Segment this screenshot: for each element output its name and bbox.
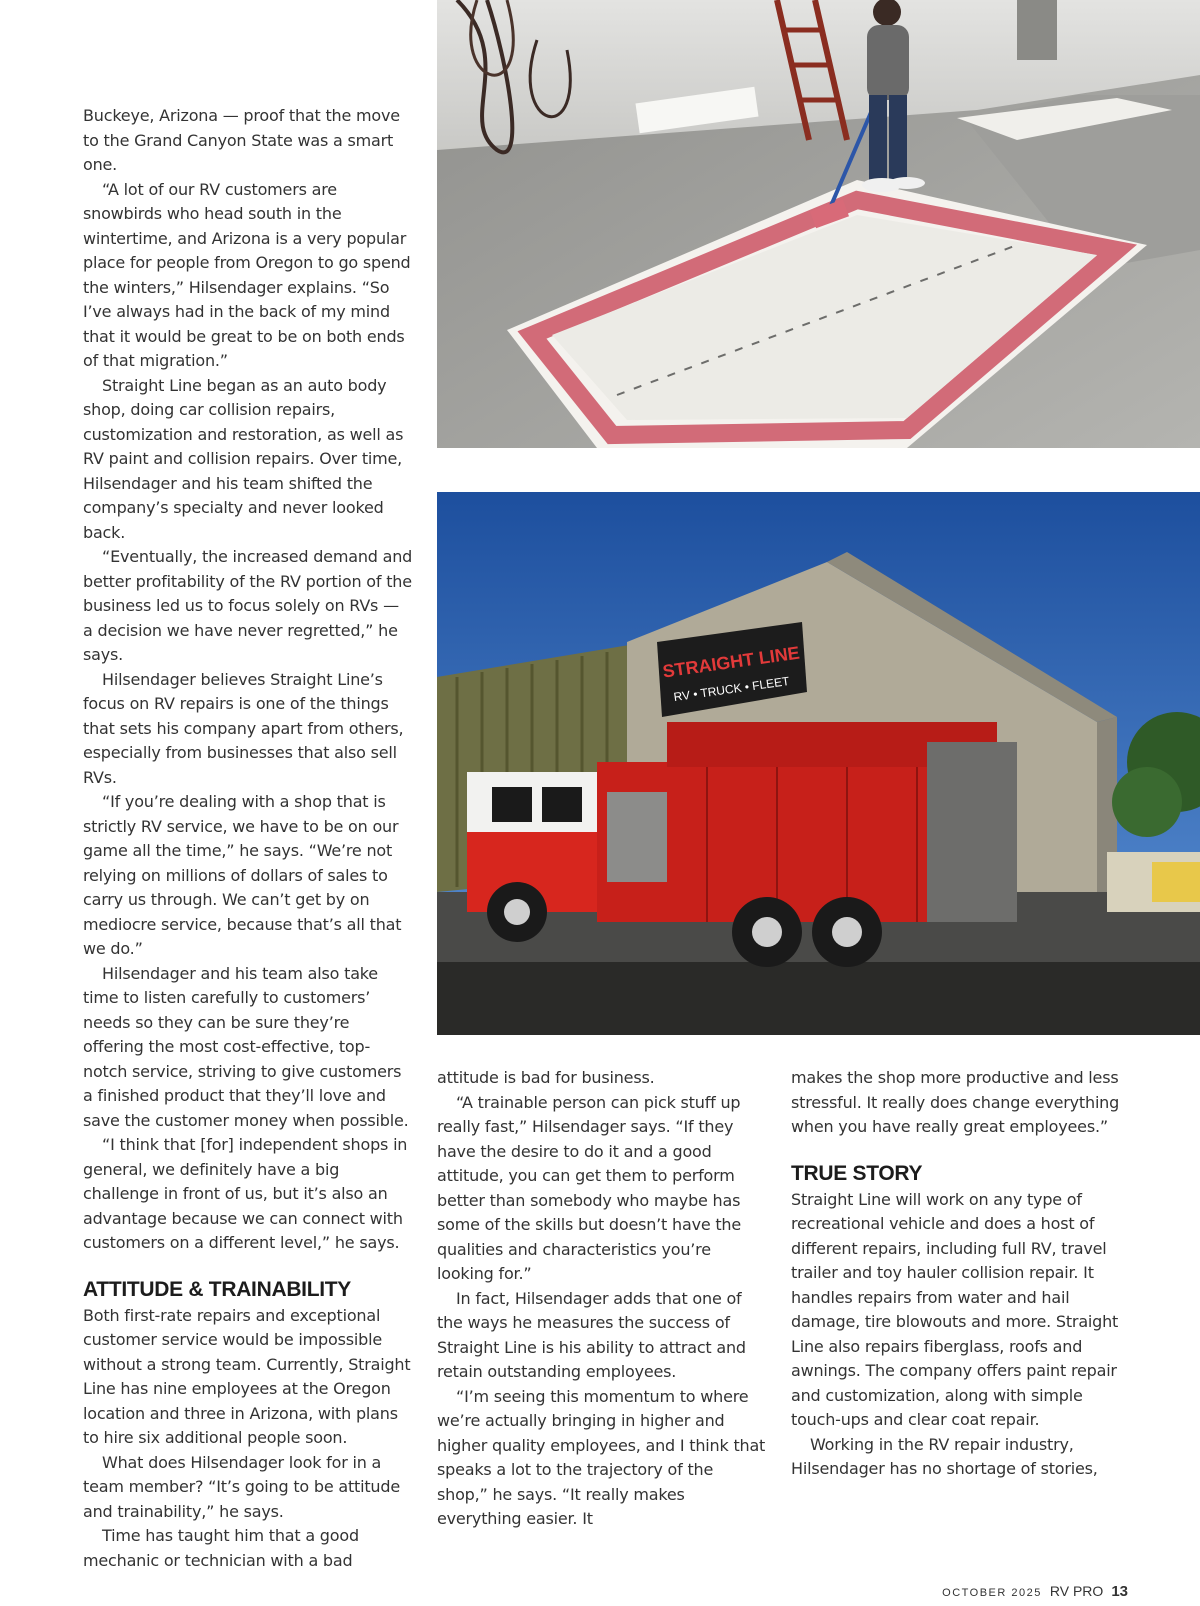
paragraph: What does Hilsendager look for in a team member? “It’s going to be attitude and trainability,” he says.: [83, 1452, 400, 1521]
section-heading: TRUE STORY: [791, 1161, 923, 1185]
photo-fire-truck-image: [437, 492, 1200, 1035]
paragraph: In fact, Hilsendager adds that one of the ways he measures the success of Straight Line is his ability to attract and retain outstanding employees.: [437, 1288, 746, 1381]
paragraph: Straight Line began as an auto body shop, doing car collision repairs, customization and restoration, as well as RV paint and collision repairs. Over time, Hilsendager and his team shifted the company’s specialty and never looked back.: [83, 375, 404, 542]
paragraph: “I’m seeing this momentum to where we’re actually bringing in higher and higher quality employees, and I think that speaks a lot to the trajectory of the shop,” he says. “It really makes everything easier. It: [437, 1386, 766, 1528]
magazine-name: RV PRO: [1049, 1583, 1104, 1599]
page-number: 13: [1111, 1583, 1128, 1600]
paragraph: Hilsendager believes Straight Line’s focus on RV repairs is one of the things that sets his company apart from others, especially from businesses that also sell RVs.: [83, 669, 404, 787]
photo-fire-truck: [437, 492, 1200, 1035]
paragraph: attitude is bad for business.: [437, 1068, 655, 1087]
paragraph: Buckeye, Arizona — proof that the move to the Grand Canyon State was a smart one.: [83, 106, 400, 174]
page-footer: [942, 1583, 1128, 1600]
photo-floor-coating: [437, 0, 1200, 448]
article-column-3: [791, 1066, 1121, 1482]
article-column-1: [83, 104, 413, 1573]
paragraph: Both first-rate repairs and exceptional customer service would be impossible without a strong team. Currently, Straight Line has nine employees at the Oregon location and three in Arizona, with plans to hire six additional people soon.: [83, 1305, 411, 1447]
paragraph: Time has taught him that a good mechanic or technician with a bad: [83, 1526, 359, 1570]
article-column-2: [437, 1066, 767, 1532]
paragraph: makes the shop more productive and less stressful. It really does change everything when you have really great employees.”: [791, 1068, 1120, 1136]
issue-date: OCTOBER 2025: [942, 1587, 1042, 1599]
photo-floor-coating-image: [437, 0, 1200, 448]
sign-tagline: RV • TRUCK • FLEET: [672, 673, 791, 705]
paragraph: “I think that [for] independent shops in general, we definitely have a big challenge in front of us, but it’s also an advantage because we can connect with customers on a different level,” he says.: [83, 1135, 408, 1252]
sign-name: STRAIGHT LINE: [661, 642, 801, 682]
paragraph: Straight Line will work on any type of recreational vehicle and does a host of different repairs, including full RV, travel trailer and toy hauler collision repair. It handles repairs from water and hail damage, tire blowouts and more. Straight Line also repairs fiberglass, roofs and awnings. The company offers paint repair and customization, along with simple touch-ups and clear coat repair.: [791, 1189, 1119, 1429]
paragraph: “A lot of our RV customers are snowbirds who head south in the wintertime, and Arizona is a very popular place for people from Oregon to go spend the winters,” Hilsendager explains. “So I’ve always had in the back of my mind that it would be great to be on both ends of that migration.”: [83, 179, 411, 370]
paragraph: “If you’re dealing with a shop that is strictly RV service, we have to be on our game all the time,” he says. “We’re not relying on millions of dollars of sales to carry us through. We can’t get by on mediocre service, because that’s all that we do.”: [83, 792, 402, 958]
paragraph: Hilsendager and his team also take time to listen carefully to customers’ needs so they can be sure they’re offering the most cost-effective, top-notch service, striving to give customers a finished product that they’ll love and save the customer money when possible.: [83, 963, 409, 1130]
section-heading: ATTITUDE & TRAINABILITY: [83, 1277, 352, 1301]
paragraph: “A trainable person can pick stuff up really fast,” Hilsendager says. “If they have the desire to do it and a good attitude, you can get them to perform better than somebody who maybe has some of the skills but doesn’t have the qualities and characteristics you’re looking for.”: [437, 1092, 742, 1283]
paragraph: Working in the RV repair industry, Hilsendager has no shortage of stories,: [791, 1434, 1098, 1478]
paragraph: “Eventually, the increased demand and better profitability of the RV portion of the business led us to focus solely on RVs — a decision we have never regretted,” he says.: [83, 547, 413, 664]
